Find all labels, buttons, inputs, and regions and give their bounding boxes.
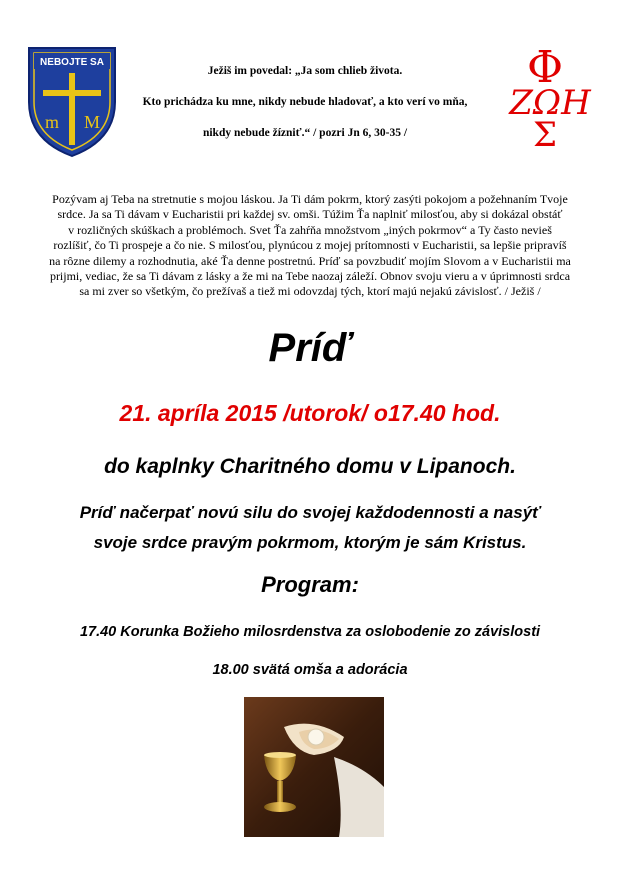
page-title: Príď xyxy=(268,326,352,370)
subtitle-line-2: svoje srdce pravým pokrmom, ktorým je sám Kristus. xyxy=(93,533,527,552)
logo-sigma: Σ xyxy=(532,115,558,150)
logo-zoe: ΖΩΗ xyxy=(509,83,591,123)
program-item: 17.40 Korunka Božieho milosrdenstva za oslobodenie zo závislosti xyxy=(79,624,541,640)
invitation-line: srdce. Ja sa Ti dávam v Eucharistii pri každej sv. omši. Túžim Ťa naplniť milosťou, aby si dokázal obstáť xyxy=(57,207,563,222)
invitation-line: Pozývam aj Teba na stretnutie s mojou láskou. Ja Ti dám pokrm, ktorý zasýti pokojom a požehnaním Tvoje xyxy=(52,192,568,206)
nebojte-sa-shield-logo xyxy=(25,40,119,158)
invitation-line: prijmi, vediac, že sa Ti dávam z lásky a že mi na Tebe naozaj záleží. Obnov svoju vieru a v úprimnosti srdca xyxy=(49,269,571,284)
invitation-line: sa mi zver so všetkým, čo prežívaš a tiež mi odovzdaj tých, ktorí majú nejakú závislosť. / Ježiš / xyxy=(79,284,541,299)
header-quote-line-3: nikdy nebude žízniť.“ / pozri Jn 6, 30-35 / xyxy=(202,127,408,139)
logo-letter-m: m xyxy=(44,112,60,132)
zoe-phi-sigma-logo xyxy=(490,40,610,150)
logo-banner-text: NEBOJTE SA xyxy=(40,57,104,68)
invitation-paragraph xyxy=(30,192,590,300)
invitation-line: v rozličných skúškach a problémoch. Svet Ťa zahŕňa množstvom „iných pokrmov“ a Ty často nevieš xyxy=(68,222,552,237)
event-place: do kaplnky Charitného domu v Lipanoch. xyxy=(104,455,516,478)
event-date: 21. apríla 2015 /utorok/ o17.40 hod. xyxy=(119,400,501,426)
eucharist-communion-photo xyxy=(244,697,384,837)
subtitle-line-1: Príď načerpať novú silu do svojej každodennosti a nasýť xyxy=(79,503,541,522)
invitation-line: na rôzne dilemy a rozhodnutia, aké Ťa denne postretnú. Príď sa povzbudiť mojím Slovom a v Eucharistii ma xyxy=(49,253,571,268)
program-heading: Program: xyxy=(261,572,359,597)
header-quote-line-1: Ježiš im povedal: „Ja som chlieb života. xyxy=(207,65,403,77)
logo-phi: Φ xyxy=(526,42,564,93)
program-item: 18.00 svätá omša a adorácia xyxy=(212,662,408,678)
invitation-line: rozlíšiť, čo Ti prospeje a čo nie. S milosťou, plynúcou z mojej prítomnosti v Eucharistii, sa lepšie pripravíš xyxy=(53,238,567,253)
logo-letter-M: M xyxy=(83,112,101,132)
header-quote-line-2: Kto prichádza ku mne, nikdy nebude hladovať, a kto verí vo mňa, xyxy=(142,96,468,108)
